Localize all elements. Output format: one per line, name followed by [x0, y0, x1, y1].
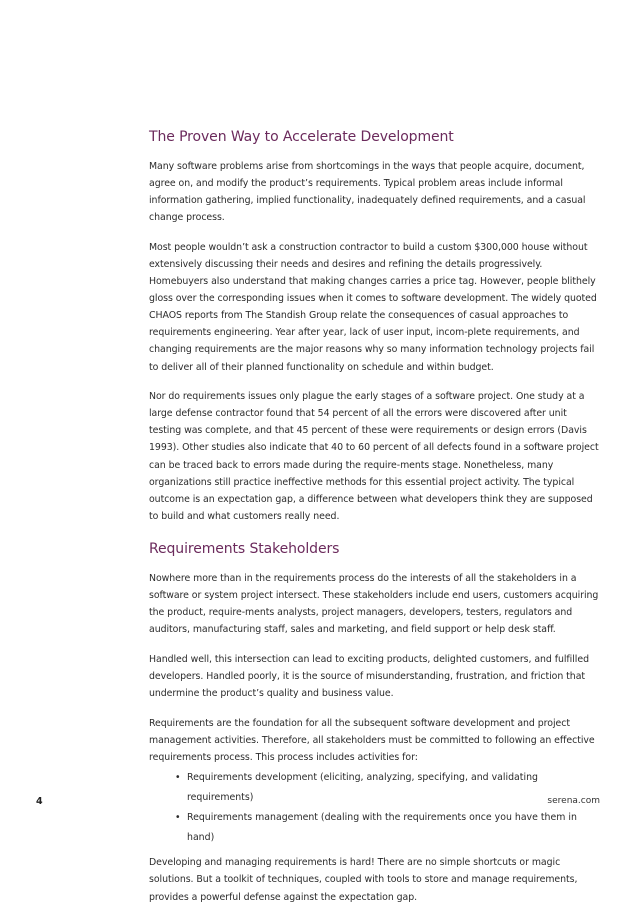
paragraph: Many software problems arise from shortcomings in the ways that people acquire, document, agree on, and modify the product’s requirements. Typical problem areas include informal information gathering, implied functionality, inadequately defined requirements, and a casual change process.: [149, 161, 586, 224]
section-heading-proven-way: The Proven Way to Accelerate Development: [149, 129, 454, 145]
paragraph: Most people wouldn’t ask a construction contractor to build a custom $300,000 house without extensively discussing their needs and desires and refining the details progressively. Homebuyers also understand that making changes carries a price tag. However, people blithely gloss over the corresponding issues when it comes to software development. The widely quoted CHAOS reports from The Standish Group relate the consequences of casual approaches to requirements engineering. Year after year, lack of user input, incom-plete requirements, and changing requirements are the major reasons why so many information technology projects fail to deliver all of their planned functionality on schedule and within budget.: [149, 241, 597, 373]
paragraph: Handled well, this intersection can lead to exciting products, delighted customers, and fulfilled developers. Handled poorly, it is the source of misunderstanding, frustration, and friction that undermine the product’s quality and business value.: [149, 653, 589, 699]
footer-site: serena.com: [547, 796, 600, 806]
paragraph: Requirements are the foundation for all the subsequent software development and project management activities. Therefore, all stakeholders must be committed to following an effective requirements process. This process includes activities for:: [149, 717, 595, 763]
list-item: • Requirements management (dealing with the requirements once you have them in hand): [175, 808, 599, 848]
page-number: 4: [36, 796, 43, 807]
closing-paragraph: Developing and managing requirements is hard! There are no simple shortcuts or magic solutions. But a toolkit of techniques, coupled with tools to store and manage requirements, provides a powerful defense against the expectation gap.: [149, 857, 578, 903]
list-item: • Requirements development (eliciting, analyzing, specifying, and validating requirements): [175, 768, 599, 808]
page-content: [149, 128, 599, 918]
activities-list: [149, 768, 599, 848]
bullet-icon: •: [175, 812, 181, 824]
paragraph: Nor do requirements issues only plague the early stages of a software project. One study at a large defense contractor found that 54 percent of all the errors were discovered after unit testing was complete, and that 45 percent of these were requirements or design errors (Davis 1993). Other studies also indicate that 40 to 60 percent of all defects found in a software project can be traced back to errors made during the require-ments stage. Nonetheless, many organizations still practice ineffective methods for this essential project activity. The typical outcome is an expectation gap, a difference between what developers think they are supposed to build and what customers really need.: [149, 391, 599, 522]
section-heading-stakeholders: Requirements Stakeholders: [149, 540, 340, 557]
paragraph: Nowhere more than in the requirements process do the interests of all the stakeholders in a software or system project intersect. These stakeholders include end users, customers acquiring the product, require-ments analysts, project managers, developers, testers, regulators and auditors, manufacturing staff, sales and marketing, and field support or help desk staff.: [149, 572, 599, 636]
bullet-icon: •: [175, 772, 181, 784]
